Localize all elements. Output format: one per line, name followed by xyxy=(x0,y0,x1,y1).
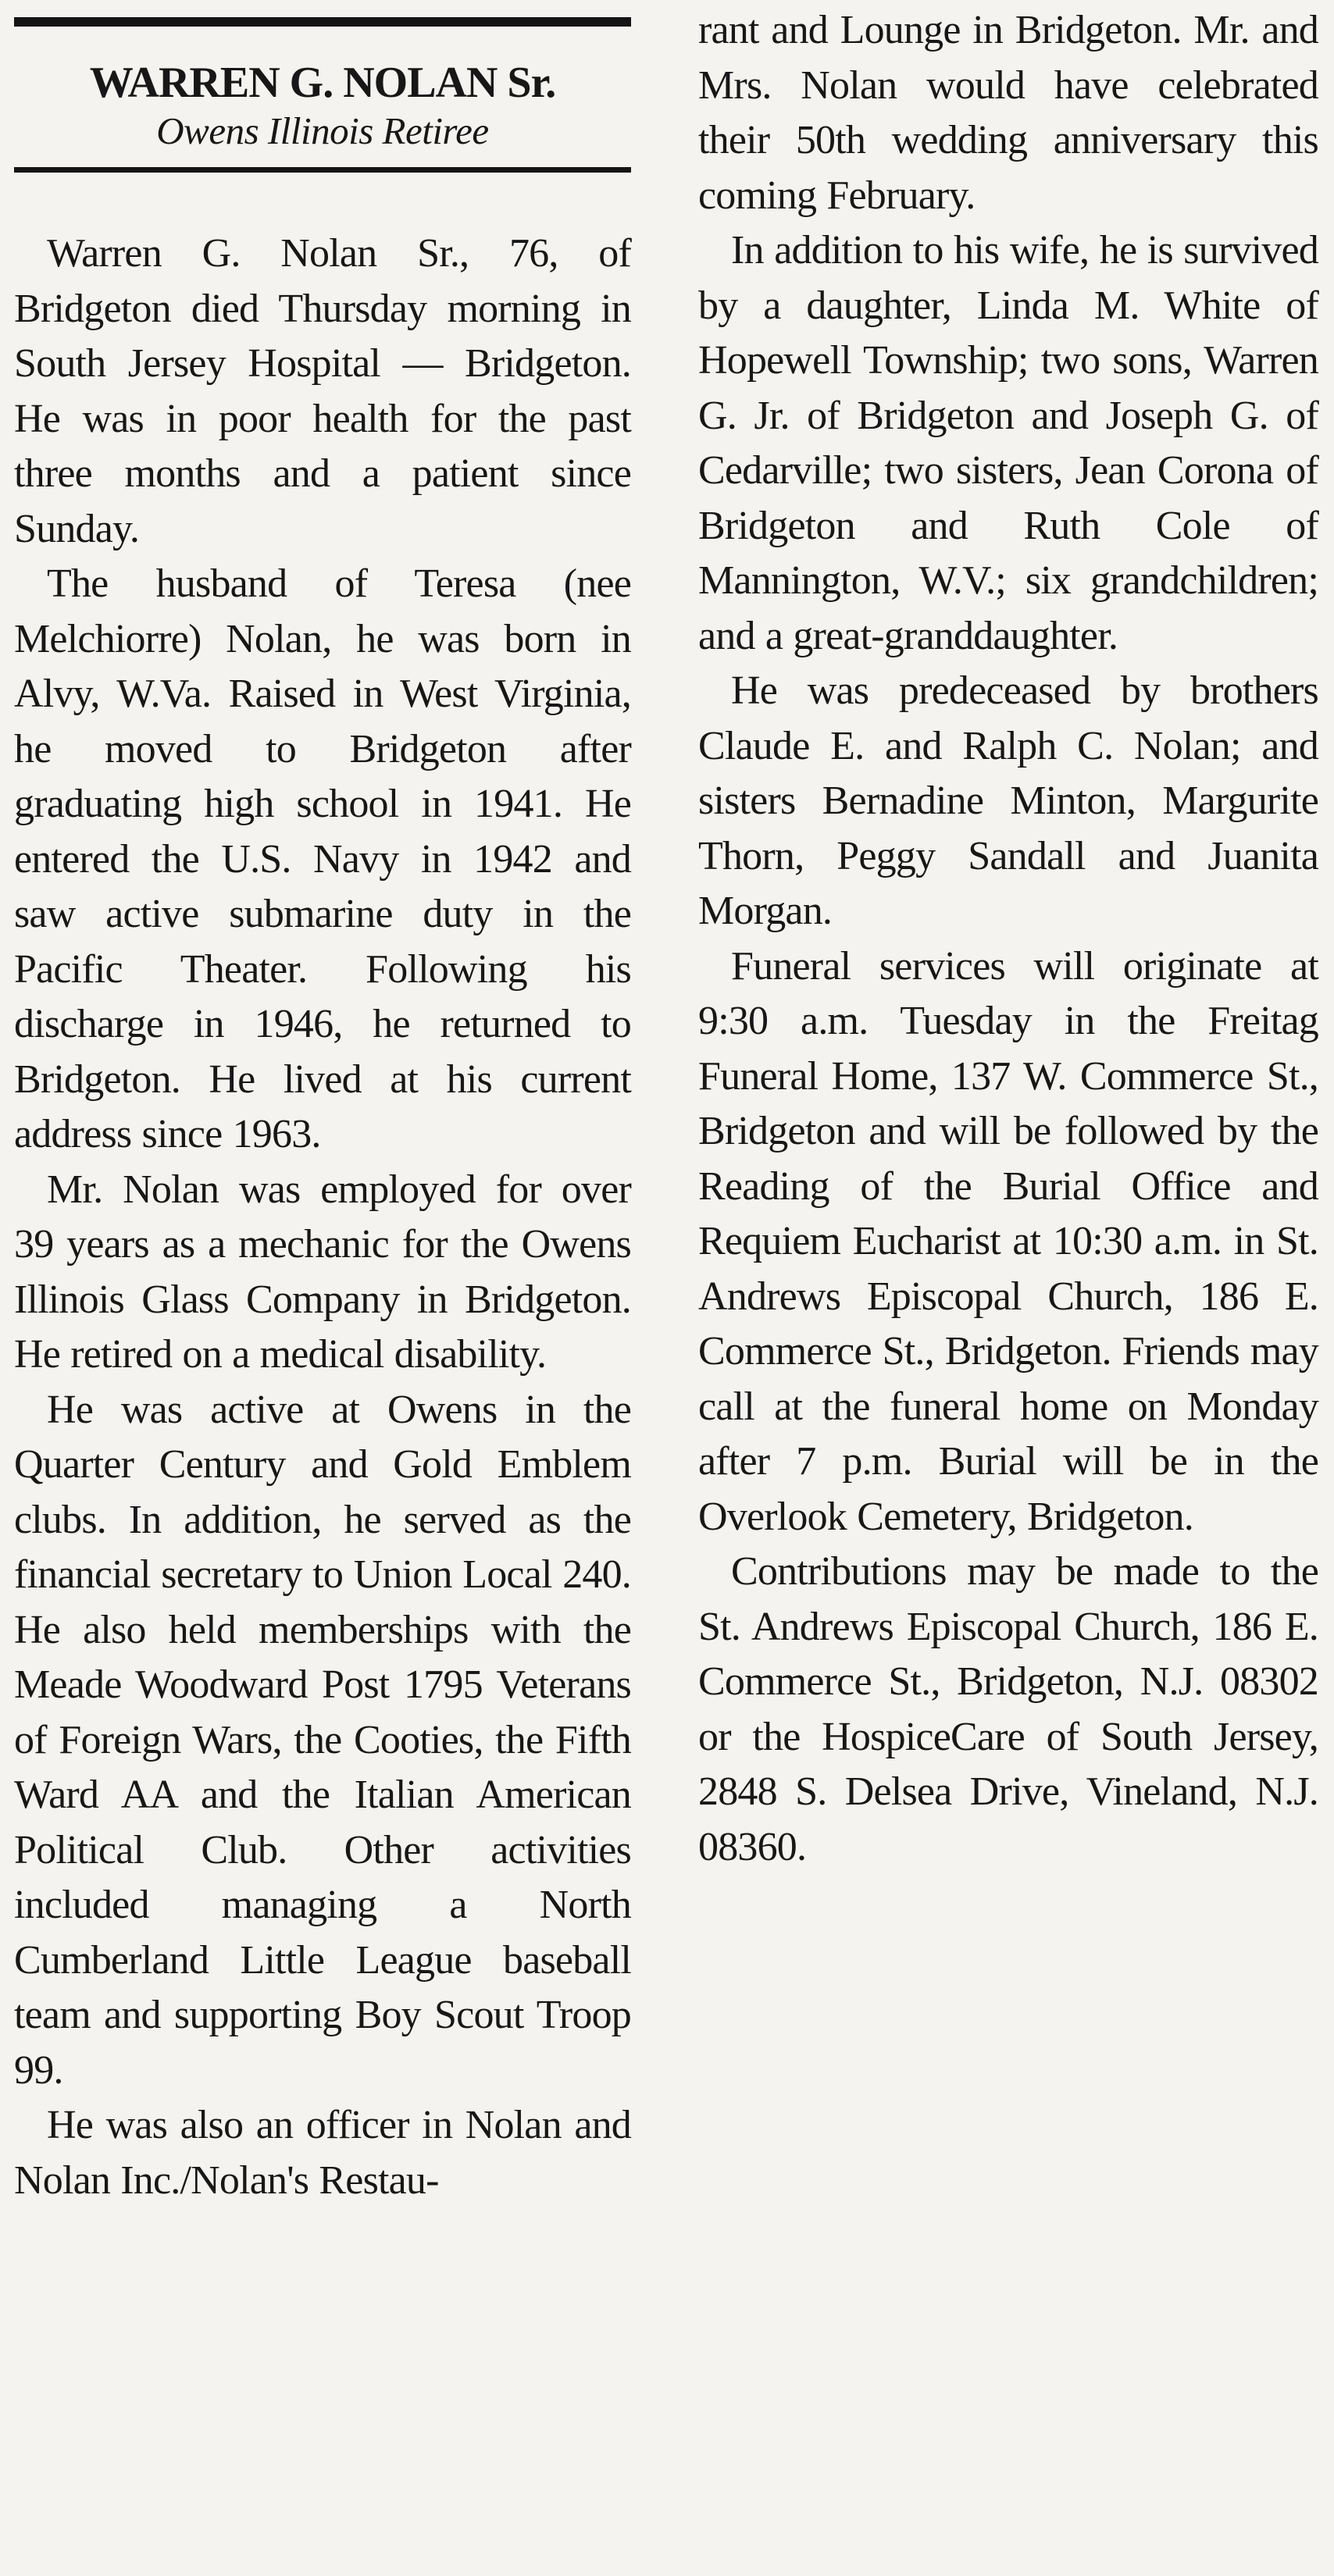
right-body xyxy=(698,3,1318,1875)
paragraph-contributions: Contributions may be made to the St. Andrews Episcopal Church, 186 E. Commerce St., Bridgeton, N.J. 08302 or the HospiceCare of South Jersey, 2848 S. Delsea Drive, Vineland, N.J. 08360. xyxy=(698,1549,1318,1869)
top-rule xyxy=(14,17,631,27)
left-body xyxy=(14,226,631,2208)
heading-rule xyxy=(14,167,631,173)
paragraph-death-notice: Warren G. Nolan Sr., 76, of Bridgeton died Thursday morning in South Jersey Hospital — Bridgeton. He was in poor health for the past three months and a patient since Sunday. xyxy=(14,231,631,551)
obituary-name: WARREN G. NOLAN Sr. xyxy=(89,59,556,107)
paragraph-biography: The husband of Teresa (nee Melchiorre) Nolan, he was born in Alvy, W.Va. Raised in West Virginia, he moved to Bridgeton after graduating high school in 1941. He entered the U.S. Navy in 1942 and saw active submarine duty in the Pacific Theater. Following his discharge in 1946, he returned to Bridgeton. He lived at his current address since 1963. xyxy=(14,561,631,1156)
paragraph-funeral-services: Funeral services will originate at 9:30 a.m. Tuesday in the Freitag Funeral Home, 137 W. Commerce St., Bridgeton and will be followed by the Reading of the Burial Office and Requiem Eucharist at 10:30 a.m. in St. Andrews Episcopal Church, 186 E. Commerce St., Bridgeton. Friends may call at the funeral home on Monday after 7 p.m. Burial will be in the Overlook Cemetery, Bridgeton. xyxy=(698,943,1318,1539)
paragraph-business: He was also an officer in Nolan and Nolan Inc./Nolan's Restau- xyxy=(14,2103,631,2203)
paragraph-survivors: In addition to his wife, he is survived by a daughter, Linda M. White of Hopewell Township; two sons, Warren G. Jr. of Bridgeton and Joseph G. of Cedarville; two sisters, Jean Corona of Bridgeton and Ruth Cole of Mannington, W.V.; six grandchildren; and a great-granddaughter. xyxy=(698,228,1318,658)
obituary-subtitle: Owens Illinois Retiree xyxy=(156,109,489,152)
paragraph-predeceased: He was predeceased by brothers Claude E. and Ralph C. Nolan; and sisters Bernadine Minton, Margurite Thorn, Peggy Sandall and Juanita Morgan. xyxy=(698,668,1318,933)
paragraph-business-continued: rant and Lounge in Bridgeton. Mr. and Mrs. Nolan would have celebrated their 50th wedding anniversary this coming February. xyxy=(698,8,1318,218)
paragraph-employment: Mr. Nolan was employed for over 39 years as a mechanic for the Owens Illinois Glass Company in Bridgeton. He retired on a medical disability. xyxy=(14,1167,631,1377)
obituary-heading xyxy=(14,58,631,155)
paragraph-activities: He was active at Owens in the Quarter Century and Gold Emblem clubs. In addition, he served as the financial secretary to Union Local 240. He also held memberships with the Meade Woodward Post 1795 Veterans of Foreign Wars, the Cooties, the Fifth Ward AA and the Italian American Political Club. Other activities included managing a North Cumberland Little League baseball team and supporting Boy Scout Troop 99. xyxy=(14,1387,631,2093)
